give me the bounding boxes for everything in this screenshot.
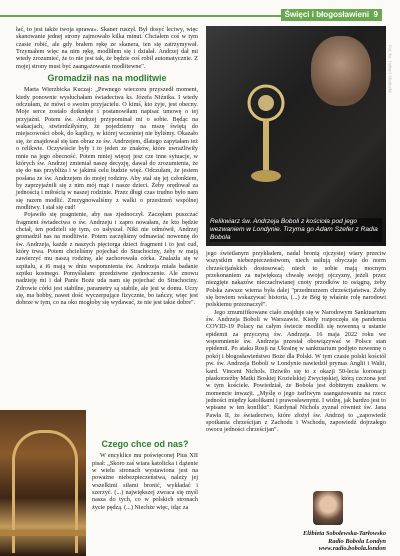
page-header: [0, 8, 400, 21]
heading-prayer: Gromadził nas na modlitwie: [47, 73, 167, 84]
right-paragraph-1: jego świetlanym przykładem, nadal bronią ojczystej wiary przeciw wszystkim niebezpieczeństwom, niech usiłują obyczaje do norm chrześcijańskich dostosować; niech to sobie mają mocnym przekonaniem za największą chwałę swojej ojczyzny, jeżeli przez niezgięte nakazów nieczachwianej cnoty przodków to osiągną, żeby Polska zawsze wierna była dalej "przedmurzem chrześcijaństwa. Żeby się bowiem wskazywać historia, (...) że Bóg tę właśnie rolę narodowi polskiemu przeznaczył".: [206, 250, 386, 309]
testimony-paragraph-1: Marta Wierzbicka Kuczaj: „Pewnego wieczoru przyszedł moment, kiedy ponownie wysłuchałam świadectwa ks. Józefa Niźnika. I wtedy odczułam, że mówi o swoim przyjacielu. O kimś, kto żyje, jest obecny. Moje serce zostało dotknięte i postanowiłam napisać umowę o tej przyjaźni. Potem św. Andrzej przypominał mi o sobie. Będąc na wakacjach, stwierdziłyśmy, że pojedziemy na mszę świętą do miejscowości obok, do kaplicy, w której wcześniej nie byliśmy. Okazało się, że znajdował się tam obraz ze św. Andrzejem, dlatego zapytałam też o relikwie. Oczywiście były i to jeden ze znaków, które uwrażliwiły mnie na jego obecność. Potem mniej więcej jesz cze inne sytuacje, w których św. Andrzej zmieniał naszę decyzję, dawał do zrozumienia, że się do nas przybliża i w jakimś celu budzie więź. Odczułam, że jestem posłana ze św. Andrzejem do mojej rodziny. Aby stał się jej członkiem, by zaprzyjaźnili się z nim mój mąż i nasze dzieci. Żeby orędował za jednością i miłością w naszej rodzinie. Przez długi czas trudno było nam się razem modlić. Zrezygnowaliśmy z walki o przestrzeń wspólnej modlitwy. I stał się cud!: [16, 86, 198, 211]
altar-rail: [0, 530, 86, 536]
reliquary-photo: [206, 26, 393, 246]
right-column: [206, 250, 386, 434]
testimony-paragraph-2: Pojawiło się pragnienie, aby nas zjednoczył. Zaczęłam puszczać fragment świadectwa o św. Andrzeju i zapro nowałam, że kto będzie chciał, ten podzieli się tym, co usłyszał. Nikt nie odmówił, Andrzej gromadził nas na modlitwie. Potem zaczęliśmy odmawiać nowennę do św. Andrzeja, każde z naszych pięciorga dzieci fragment i to jest cud, który trwa. Potem chcieliśmy pojechać do Strachociny, żeby w mają zawierzyć mu naszą rodzinę, ale zachorowała córka. Znalazła się w szpitalu, a i6 mają w dniu wspomnienia św. Andrzeja miała badanie szpiku kostnego. Pomyślałam: przedziwne zjednoczenie. Ale znowu nadzieję mi i dał Panie Boże uda nam się pojechać do Strachociny. Zdrowie córki jest stabilne, parametry są stabile, ale jest w domu. Uczy się, ma hobby, nawet dość wyczerpujące fizycznie, bo tańczy, więc jest dobrze w tym, co na oko mogłoby się wydawać, że nie jest takie dobre".: [16, 211, 198, 307]
section-title-text: Święci i błogosławieni: [284, 10, 370, 19]
right-paragraph-2: Jego zmumifikowane ciało znajduje się w Narodowym Sanktuarium św. Andrzeja Boboli w Warszawie. Kiedy rozpoczęła się pandemia COVID-19 Polacy na całym świecie modlili się nowenną u ustanie epidemii za przyczyną św. Andrzeja. 16 maja 2022 roku we wspomnienie św. Andrzeja przestał obowiązywać w Polsce stan epidemii. Po ataku Rosji na Ukrainę w sanktuarium podjęto nowennę o pokój i błogosławieństwo Boże dla Polski. W tym czasie polski kościół pw. św. Andrzeja Boboli w Londynie nawiedził prymas Anglii i Walii, kard. Vincent Nichols. Dziwiło się to z okazji 50-lecia koronacji płaskorzeźby Matki Boskiej Kozielskiej Zwycięskiej, którą czczona jest w tym kościele. Powiedział, że Bobola jest dobitnym znakiem w momencie inwazji. „Myślę o jego żarliwym zaangażowaniu na rzecz jedności między katolikami i prawosławnymi. I widzę, jak bardzo jest to wpisane w ten konflikt". Kardynał Nichols zyznał również św. Jana Pawła II, że świadectwo, które złożył św. Andrzej to „zapowiedź spotkania chrześcijan z Zachodu i Wschodu, zapowiedź dojrzałego owocu jedności chrześcijan".: [206, 308, 386, 434]
photo-credit: Fot. ks. Hubert Kłodecki: [387, 44, 393, 93]
photo-caption: Relikwiarz św. Andrzeja Boboli z kościoła pod jego wezwaniem w Londynie. Trzyma go Adam Szefer z Radia Bobola: [210, 218, 382, 242]
church-interior-photo: [0, 410, 86, 556]
person-face: [311, 36, 371, 106]
author-name: Elżbieta Sobolewska-Tarłowsko: [302, 530, 386, 537]
reliquary-icon: [246, 81, 286, 191]
section-title: [281, 9, 382, 21]
author-avatar: [313, 491, 343, 525]
intro-paragraph: łać, to jest także twoja sprawa». Skaner ruszył. Był dosyć leciwy, więc skanowanie jednej strony zajmowało kilka minut. Chciałem coś w tym czasie robić, ale gdy brałem rękę ze skanera, ten się zatrzymywał. Trzymałem więc na nim rękę, modliłem się i działał. Andrzej dał mi wtedy zrozumieć, że to nie jest tak, że będzie coś robił automatycznie. Z mojej strony musi być zaangażowanie modlitewne".: [16, 26, 198, 70]
author-org: Radio Bobola Londyn: [328, 537, 386, 545]
author-signature: [303, 530, 386, 553]
author-url: www.radio.bobola.london: [318, 545, 386, 552]
page-number: 9: [373, 10, 378, 19]
encyclical-paragraph: W encyklice mu poświęconej Pius XII pisał: „Skoro zaś wiara katolicka i dążenie w wielu stronach wystawiona jest na poważne niebezpieczeństwa, należy jej wszelkimi siłami bronić, wykładać i szerzyć. (...) największej zwraca się myśl nasza do tych, co w polskich stronach życie pędzą. (...) Niechże więc, idąc za: [92, 452, 198, 511]
left-column: [16, 26, 198, 307]
left-lower-column: [92, 436, 198, 511]
heading-what-he-wants: Czego chce od nas?: [101, 439, 189, 449]
